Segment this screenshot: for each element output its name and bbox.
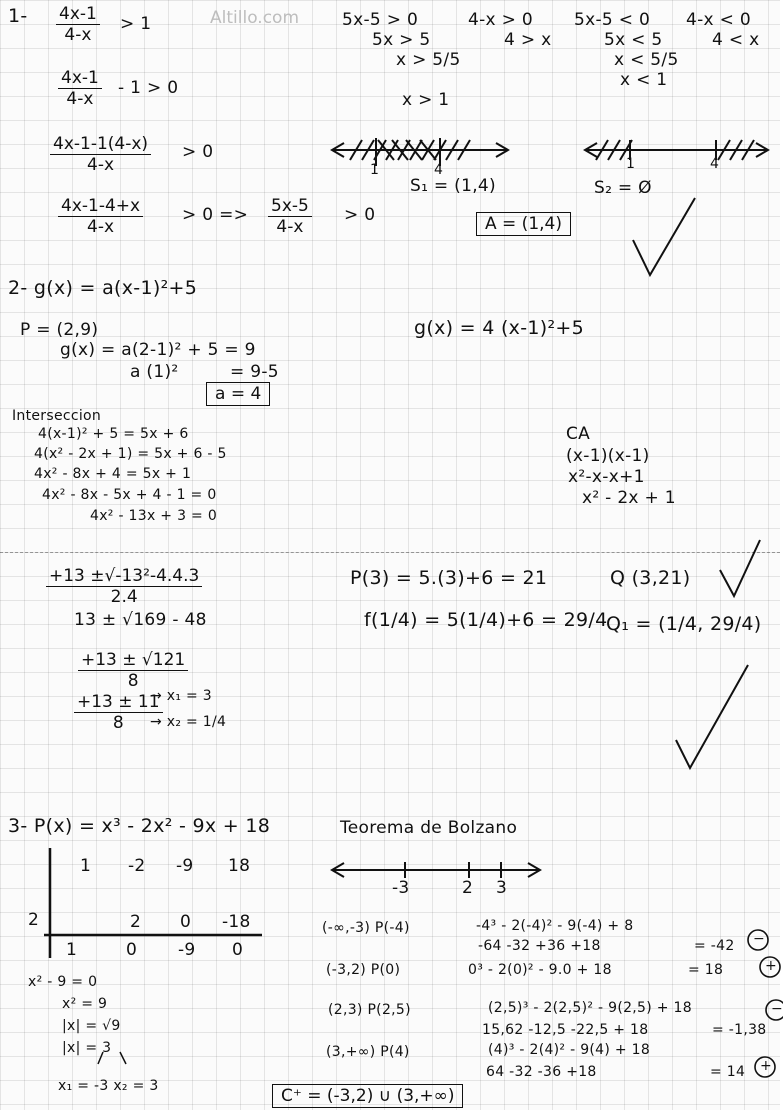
- number-line-2: [585, 140, 768, 160]
- quadratic-step-3: [78, 650, 188, 691]
- row2-sign: +: [765, 958, 778, 974]
- point-p: P = (2,9): [20, 320, 99, 340]
- number-line-bolzano: [332, 862, 540, 878]
- step3-den: 8: [127, 671, 139, 691]
- row4-terms: 64 -32 -36 +18: [486, 1064, 597, 1080]
- line2-tick-a: 1: [626, 156, 636, 172]
- row3-sign: −: [771, 1001, 783, 1017]
- row3-terms: 15,62 -12,5 -22,5 + 18: [482, 1022, 649, 1038]
- bolzano-tick-3: 3: [496, 878, 508, 898]
- check-mark-3: [676, 665, 748, 768]
- row2-expr: 0³ - 2(0)² - 9.0 + 18: [468, 962, 612, 978]
- row3-value: = -1,38: [712, 1022, 767, 1038]
- intersection-line-5: 4x² - 13x + 3 = 0: [90, 508, 218, 524]
- line1-tick-b: 4: [434, 162, 444, 178]
- case1-line1: 5x-5 > 0: [342, 10, 419, 30]
- root-x2: → x₂ = 1/4: [150, 714, 227, 730]
- result-f14: f(1/4) = 5(1/4)+6 = 29/4: [364, 609, 608, 631]
- quadratic-num: +13 ±√-13²-4.4.3: [46, 566, 202, 587]
- quadratic-formula: [46, 566, 202, 607]
- case1-line3: x > 5/5: [396, 50, 461, 70]
- fraction-3: [50, 134, 151, 175]
- ineq-1-rhs: > 1: [120, 14, 152, 34]
- case3-line2: 5x < 5: [604, 30, 663, 50]
- solution-s2: S₂ = Ø: [594, 178, 652, 198]
- fraction-2-num: 4x-1: [58, 68, 102, 89]
- line1-tick-a: 1: [370, 162, 380, 178]
- case2-line2: 4 > x: [504, 30, 552, 50]
- ineq-4-mid: > 0 =>: [182, 205, 249, 225]
- fraction-4-num: 4x-1-4+x: [58, 196, 143, 217]
- ruffini-root: 2: [28, 910, 40, 930]
- problem-3-title: 3- P(x) = x³ - 2x² - 9x + 18: [8, 815, 271, 837]
- row4-expr: (4)³ - 2(4)² - 9(4) + 18: [488, 1042, 651, 1058]
- case3-line1: 5x-5 < 0: [574, 10, 651, 30]
- ca-line-2: x²-x-x+1: [568, 467, 645, 487]
- answer-3-box: C⁺ = (-3,2) ∪ (3,+∞): [272, 1084, 463, 1108]
- case4-line1: 4-x < 0: [686, 10, 751, 30]
- line2-tick-b: 4: [710, 156, 720, 172]
- solution-s1: S₁ = (1,4): [410, 176, 496, 196]
- check-mark-1: [633, 198, 695, 275]
- fraction-3-num: 4x-1-1(4-x): [50, 134, 151, 155]
- intersection-line-4: 4x² - 8x - 5x + 4 - 1 = 0: [42, 487, 217, 503]
- number-line-1: [332, 138, 508, 166]
- step3-num: +13 ± √121: [78, 650, 188, 671]
- row4-value: = 14: [710, 1064, 746, 1080]
- problem-1-number: 1-: [8, 5, 28, 27]
- row4-interval: (3,+∞) P(4): [326, 1044, 410, 1060]
- solve-line-4: |x| = 3: [62, 1040, 112, 1056]
- solve-line-2: x² = 9: [62, 996, 108, 1012]
- point-q1: Q₁ = (1/4, 29/4): [606, 613, 762, 635]
- fraction-1-num: 4x-1: [56, 4, 100, 25]
- fraction-4-den: 4-x: [87, 217, 115, 237]
- fraction-5: [268, 196, 312, 237]
- fraction-5-num: 5x-5: [268, 196, 312, 217]
- case4-line2: 4 < x: [712, 30, 760, 50]
- fraction-3-den: 4-x: [87, 155, 115, 175]
- step4-num: +13 ± 11: [74, 692, 163, 713]
- eval-line-1: g(x) = a(2-1)² + 5 = 9: [60, 340, 256, 360]
- row2-value: = 18: [688, 962, 724, 978]
- intersection-line-3: 4x² - 8x + 4 = 5x + 1: [34, 466, 192, 482]
- row2-interval: (-3,2) P(0): [326, 962, 401, 978]
- quadratic-den: 2.4: [110, 587, 138, 607]
- case3-line4: x < 1: [620, 70, 668, 90]
- fraction-1-den: 4-x: [64, 25, 92, 45]
- bolzano-tick-2: 2: [462, 878, 474, 898]
- ca-line-1: (x-1)(x-1): [566, 446, 650, 466]
- check-mark-2: [720, 540, 760, 596]
- ineq-5-rhs: > 0: [344, 205, 376, 225]
- row1-value: = -42: [694, 938, 735, 954]
- res-1: 1: [66, 940, 78, 960]
- ineq-2-rhs: - 1 > 0: [118, 78, 179, 98]
- row1-sign: −: [753, 931, 766, 947]
- root-x1: → x₁ = 3: [150, 688, 213, 704]
- case3-line3: x < 5/5: [614, 50, 679, 70]
- quadratic-step-2: 13 ± √169 - 48: [74, 610, 207, 630]
- answer-a-box: a = 4: [206, 382, 270, 406]
- case1-line2: 5x > 5: [372, 30, 431, 50]
- coef-4: 18: [228, 856, 251, 876]
- fraction-1: [56, 4, 100, 45]
- fraction-2: [58, 68, 102, 109]
- row3-interval: (2,3) P(2,5): [328, 1002, 411, 1018]
- solve-line-5: x₁ = -3 x₂ = 3: [58, 1078, 159, 1094]
- bolzano-tick-1: -3: [392, 878, 410, 898]
- bolzano-title: Teorema de Bolzano: [340, 818, 518, 838]
- intersection-line-2: 4(x² - 2x + 1) = 5x + 6 - 5: [34, 446, 227, 462]
- watermark: Altillo.com: [210, 8, 300, 28]
- intersection-label: Interseccion: [12, 408, 102, 424]
- problem-2-title: 2- g(x) = a(x-1)²+5: [8, 277, 198, 299]
- fraction-5-den: 4-x: [276, 217, 304, 237]
- row3-expr: (2,5)³ - 2(2,5)² - 9(2,5) + 18: [488, 1000, 692, 1016]
- fraction-2-den: 4-x: [66, 89, 94, 109]
- ca-line-3: x² - 2x + 1: [582, 488, 676, 508]
- case1-line4: x > 1: [402, 90, 450, 110]
- row4-sign: +: [760, 1058, 773, 1074]
- section-separator: [0, 552, 780, 553]
- solve-line-1: x² - 9 = 0: [28, 974, 98, 990]
- fraction-4: [58, 196, 143, 237]
- eval-line-2: a (1)²: [130, 362, 179, 382]
- result-p3: P(3) = 5.(3)+6 = 21: [350, 567, 548, 589]
- res-4: 0: [232, 940, 244, 960]
- res-3: -9: [178, 940, 196, 960]
- coef-1: 1: [80, 856, 92, 876]
- step4-den: 8: [112, 713, 124, 733]
- case2-line1: 4-x > 0: [468, 10, 533, 30]
- mid-3: -18: [222, 912, 251, 932]
- row1-expr: -4³ - 2(-4)² - 9(-4) + 8: [476, 918, 634, 934]
- row1-interval: (-∞,-3) P(-4): [322, 920, 410, 936]
- answer-1-box: A = (1,4): [476, 212, 571, 236]
- g-function: g(x) = 4 (x-1)²+5: [414, 317, 584, 339]
- solve-line-3: |x| = √9: [62, 1018, 121, 1034]
- coef-3: -9: [176, 856, 194, 876]
- res-2: 0: [126, 940, 138, 960]
- intersection-line-1: 4(x-1)² + 5 = 5x + 6: [38, 426, 189, 442]
- mid-2: 0: [180, 912, 192, 932]
- coef-2: -2: [128, 856, 146, 876]
- mid-1: 2: [130, 912, 142, 932]
- row1-terms: -64 -32 +36 +18: [478, 938, 601, 954]
- ineq-3-rhs: > 0: [182, 142, 214, 162]
- eval-line-3: = 9-5: [230, 362, 279, 382]
- ca-title: CA: [566, 424, 591, 444]
- point-q: Q (3,21): [610, 567, 691, 589]
